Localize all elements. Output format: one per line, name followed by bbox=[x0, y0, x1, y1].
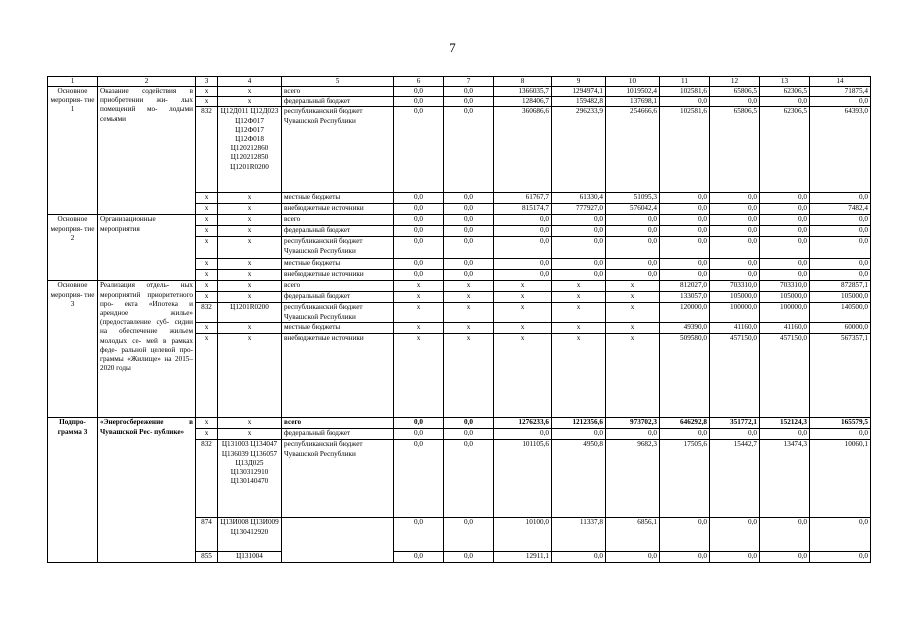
amount-cell: 0,0 bbox=[444, 107, 494, 193]
amount-cell: 0,0 bbox=[394, 204, 444, 215]
amount-cell: 120000,0 bbox=[660, 303, 710, 323]
header-row bbox=[48, 77, 871, 87]
amount-cell: х bbox=[606, 303, 660, 323]
amount-cell: 9682,3 bbox=[606, 440, 660, 518]
amount-cell: 296233,9 bbox=[552, 107, 606, 193]
amount-cell: х bbox=[394, 303, 444, 323]
amount-cell: х bbox=[444, 292, 494, 303]
amount-cell: 0,0 bbox=[810, 259, 871, 270]
amount-cell: 0,0 bbox=[710, 518, 760, 552]
grbs-code-cell: х bbox=[196, 215, 218, 226]
amount-cell: 0,0 bbox=[810, 215, 871, 226]
event-description-cell: «Энергосбережение в Чувашской Рес- публике» bbox=[98, 418, 196, 563]
amount-cell: 567357,1 bbox=[810, 334, 871, 418]
table-row bbox=[48, 215, 871, 226]
header-cell: 8 bbox=[494, 77, 552, 87]
grbs-code-cell: х bbox=[196, 292, 218, 303]
amount-cell: 0,0 bbox=[760, 226, 810, 237]
amount-cell: 105000,0 bbox=[710, 292, 760, 303]
amount-cell: 0,0 bbox=[394, 552, 444, 563]
amount-cell: 133057,0 bbox=[660, 292, 710, 303]
amount-cell: 105000,0 bbox=[810, 292, 871, 303]
amount-cell: 62306,5 bbox=[760, 87, 810, 97]
funding-source-cell: федеральный бюджет bbox=[282, 226, 394, 237]
amount-cell: 61330,4 bbox=[552, 193, 606, 204]
amount-cell: 140500,0 bbox=[810, 303, 871, 323]
amount-cell: 0,0 bbox=[810, 552, 871, 563]
page-number: 7 bbox=[449, 40, 456, 55]
amount-cell: 0,0 bbox=[494, 259, 552, 270]
target-article-cell: х bbox=[218, 193, 282, 204]
amount-cell: 254666,6 bbox=[606, 107, 660, 193]
amount-cell: 0,0 bbox=[444, 440, 494, 518]
amount-cell: 41160,0 bbox=[760, 323, 810, 334]
amount-cell: х bbox=[552, 303, 606, 323]
amount-cell: 703310,0 bbox=[710, 281, 760, 292]
amount-cell: х bbox=[606, 323, 660, 334]
amount-cell: х bbox=[552, 292, 606, 303]
amount-cell: 0,0 bbox=[444, 204, 494, 215]
funding-source-cell: внебюджетные источники bbox=[282, 334, 394, 418]
target-article-cell: х bbox=[218, 334, 282, 418]
header-cell: 7 bbox=[444, 77, 494, 87]
amount-cell: 457150,0 bbox=[710, 334, 760, 418]
amount-cell: 12911,1 bbox=[494, 552, 552, 563]
grbs-code-cell: х bbox=[196, 323, 218, 334]
amount-cell: 0,0 bbox=[810, 270, 871, 281]
amount-cell: 1276233,6 bbox=[494, 418, 552, 429]
amount-cell: 457150,0 bbox=[760, 334, 810, 418]
header-cell: 2 bbox=[98, 77, 196, 87]
grbs-code-cell: х bbox=[196, 281, 218, 292]
amount-cell: 128406,7 bbox=[494, 97, 552, 107]
event-description-cell: Организационные мероприятия bbox=[98, 215, 196, 281]
amount-cell: 102581,6 bbox=[660, 107, 710, 193]
amount-cell: 0,0 bbox=[606, 259, 660, 270]
amount-cell: 0,0 bbox=[710, 215, 760, 226]
event-description-cell: Реализация отдель- ных мероприятий приоритетного про- екта «Ипотека и арендное жилье» (предоставление суб- сидии на обеспечение жильем молодых се- мей в рамках феде- ральной целевой про- граммы «Жилище» на 2015–2020 годы bbox=[98, 281, 196, 418]
amount-cell: 137698,1 bbox=[606, 97, 660, 107]
amount-cell: 509580,0 bbox=[660, 334, 710, 418]
grbs-code-cell: х bbox=[196, 334, 218, 418]
amount-cell: х bbox=[606, 292, 660, 303]
target-article-cell: х bbox=[218, 87, 282, 97]
amount-cell: 0,0 bbox=[710, 270, 760, 281]
amount-cell: 0,0 bbox=[710, 193, 760, 204]
amount-cell: 11337,8 bbox=[552, 518, 606, 552]
funding-source-cell: федеральный бюджет bbox=[282, 292, 394, 303]
amount-cell: х bbox=[394, 323, 444, 334]
amount-cell: х bbox=[552, 323, 606, 334]
amount-cell: 0,0 bbox=[660, 237, 710, 259]
amount-cell: 0,0 bbox=[710, 552, 760, 563]
header-cell: 1 bbox=[48, 77, 98, 87]
amount-cell: х bbox=[444, 281, 494, 292]
target-article-cell: х bbox=[218, 323, 282, 334]
amount-cell: 0,0 bbox=[444, 552, 494, 563]
amount-cell: 0,0 bbox=[606, 237, 660, 259]
amount-cell: 0,0 bbox=[552, 429, 606, 440]
amount-cell: х bbox=[494, 292, 552, 303]
amount-cell: 0,0 bbox=[394, 270, 444, 281]
amount-cell: 0,0 bbox=[810, 226, 871, 237]
amount-cell: 0,0 bbox=[494, 429, 552, 440]
amount-cell: 0,0 bbox=[710, 237, 760, 259]
amount-cell: 1019502,4 bbox=[606, 87, 660, 97]
amount-cell: 0,0 bbox=[444, 418, 494, 429]
header-cell: 13 bbox=[760, 77, 810, 87]
target-article-cell: х bbox=[218, 292, 282, 303]
amount-cell: 15442,7 bbox=[710, 440, 760, 518]
amount-cell: 0,0 bbox=[760, 429, 810, 440]
amount-cell: 0,0 bbox=[606, 552, 660, 563]
target-article-cell: Ц13И008 Ц13И009 Ц130412920 bbox=[218, 518, 282, 552]
header-cell: 11 bbox=[660, 77, 710, 87]
amount-cell: х bbox=[494, 303, 552, 323]
event-name-cell: Подпро- грамма 3 bbox=[48, 418, 98, 563]
amount-cell: 703310,0 bbox=[760, 281, 810, 292]
target-article-cell: х bbox=[218, 97, 282, 107]
amount-cell: 576042,4 bbox=[606, 204, 660, 215]
amount-cell: 1212356,6 bbox=[552, 418, 606, 429]
target-article-cell: Ц1201R0200 bbox=[218, 303, 282, 323]
budget-table bbox=[47, 76, 871, 563]
amount-cell: 100000,0 bbox=[710, 303, 760, 323]
amount-cell: 0,0 bbox=[444, 259, 494, 270]
amount-cell: 0,0 bbox=[394, 429, 444, 440]
grbs-code-cell: х bbox=[196, 97, 218, 107]
amount-cell: 0,0 bbox=[760, 204, 810, 215]
amount-cell: 812027,0 bbox=[660, 281, 710, 292]
amount-cell: х bbox=[494, 334, 552, 418]
amount-cell: 0,0 bbox=[660, 226, 710, 237]
grbs-code-cell: х bbox=[196, 87, 218, 97]
grbs-code-cell: х bbox=[196, 429, 218, 440]
amount-cell: х bbox=[394, 281, 444, 292]
grbs-code-cell: 832 bbox=[196, 440, 218, 518]
funding-source-cell: местные бюджеты bbox=[282, 323, 394, 334]
amount-cell: 0,0 bbox=[810, 97, 871, 107]
amount-cell: х bbox=[394, 292, 444, 303]
funding-source-cell: федеральный бюджет bbox=[282, 97, 394, 107]
header-cell: 14 bbox=[810, 77, 871, 87]
amount-cell: 0,0 bbox=[660, 429, 710, 440]
amount-cell: 0,0 bbox=[760, 237, 810, 259]
funding-source-cell bbox=[282, 518, 394, 552]
grbs-code-cell: 855 bbox=[196, 552, 218, 563]
amount-cell: 0,0 bbox=[660, 215, 710, 226]
amount-cell: 0,0 bbox=[444, 518, 494, 552]
amount-cell: 872857,1 bbox=[810, 281, 871, 292]
amount-cell: 0,0 bbox=[444, 193, 494, 204]
header-cell: 9 bbox=[552, 77, 606, 87]
amount-cell: 815174,7 bbox=[494, 204, 552, 215]
funding-source-cell: республиканский бюджет Чувашской Республики bbox=[282, 440, 394, 518]
target-article-cell: Ц12Д011 Ц12Д023 Ц12Ф017 Ц12Ф017 Ц12Ф018 Ц120212860 Ц120212850 Ц1201R0200 bbox=[218, 107, 282, 193]
amount-cell: 0,0 bbox=[710, 97, 760, 107]
amount-cell: 0,0 bbox=[394, 87, 444, 97]
amount-cell: 0,0 bbox=[552, 552, 606, 563]
amount-cell: 0,0 bbox=[660, 259, 710, 270]
amount-cell: х bbox=[552, 334, 606, 418]
amount-cell: 0,0 bbox=[760, 215, 810, 226]
amount-cell: 0,0 bbox=[660, 204, 710, 215]
amount-cell: 1366035,7 bbox=[494, 87, 552, 97]
event-name-cell: Основное мероприя- тие 1 bbox=[48, 87, 98, 215]
funding-source-cell: всего bbox=[282, 281, 394, 292]
amount-cell: 0,0 bbox=[606, 429, 660, 440]
amount-cell: 0,0 bbox=[606, 215, 660, 226]
amount-cell: 17505,6 bbox=[660, 440, 710, 518]
amount-cell: 0,0 bbox=[394, 518, 444, 552]
funding-source-cell: всего bbox=[282, 215, 394, 226]
target-article-cell: х bbox=[218, 429, 282, 440]
amount-cell: х bbox=[444, 323, 494, 334]
amount-cell: 0,0 bbox=[494, 215, 552, 226]
amount-cell: 0,0 bbox=[710, 259, 760, 270]
amount-cell: 159482,8 bbox=[552, 97, 606, 107]
amount-cell: 0,0 bbox=[606, 226, 660, 237]
amount-cell: 13474,3 bbox=[760, 440, 810, 518]
funding-source-cell: всего bbox=[282, 87, 394, 97]
amount-cell: 7482,4 bbox=[810, 204, 871, 215]
amount-cell: 0,0 bbox=[494, 237, 552, 259]
header-cell: 5 bbox=[282, 77, 394, 87]
target-article-cell: х bbox=[218, 237, 282, 259]
amount-cell: 10100,0 bbox=[494, 518, 552, 552]
amount-cell: 64393,0 bbox=[810, 107, 871, 193]
funding-source-cell: республиканский бюджет Чувашской Республики bbox=[282, 107, 394, 193]
amount-cell: 71875,4 bbox=[810, 87, 871, 97]
amount-cell: 0,0 bbox=[394, 193, 444, 204]
grbs-code-cell: х bbox=[196, 418, 218, 429]
target-article-cell: х bbox=[218, 226, 282, 237]
grbs-code-cell: х bbox=[196, 226, 218, 237]
amount-cell: х bbox=[494, 281, 552, 292]
amount-cell: 6856,1 bbox=[606, 518, 660, 552]
amount-cell: 0,0 bbox=[394, 97, 444, 107]
amount-cell: 0,0 bbox=[660, 97, 710, 107]
amount-cell: 646292,8 bbox=[660, 418, 710, 429]
target-article-cell: Ц131003 Ц134047 Ц136039 Ц136057 Ц13Д025 Ц130312910 Ц130140470 bbox=[218, 440, 282, 518]
grbs-code-cell: х bbox=[196, 237, 218, 259]
funding-source-cell: внебюджетные источники bbox=[282, 204, 394, 215]
amount-cell: 61767,7 bbox=[494, 193, 552, 204]
amount-cell: 0,0 bbox=[660, 193, 710, 204]
amount-cell: 62306,5 bbox=[760, 107, 810, 193]
table-row bbox=[48, 87, 871, 97]
funding-source-cell: местные бюджеты bbox=[282, 193, 394, 204]
amount-cell: 0,0 bbox=[394, 215, 444, 226]
amount-cell: 0,0 bbox=[552, 259, 606, 270]
grbs-code-cell: х bbox=[196, 270, 218, 281]
funding-source-cell: республиканский бюджет Чувашской Республики bbox=[282, 237, 394, 259]
funding-source-cell: внебюджетные источники bbox=[282, 270, 394, 281]
amount-cell: 152124,3 bbox=[760, 418, 810, 429]
amount-cell: 0,0 bbox=[444, 270, 494, 281]
amount-cell: 10060,1 bbox=[810, 440, 871, 518]
amount-cell: 0,0 bbox=[660, 518, 710, 552]
grbs-code-cell: 832 bbox=[196, 107, 218, 193]
amount-cell: 0,0 bbox=[660, 270, 710, 281]
target-article-cell: х bbox=[218, 204, 282, 215]
funding-source-cell: местные бюджеты bbox=[282, 259, 394, 270]
amount-cell: 0,0 bbox=[552, 237, 606, 259]
event-description-cell: Оказание содействия в приобретении жи- лых помещений мо- лодыми семьями bbox=[98, 87, 196, 215]
amount-cell: 360686,6 bbox=[494, 107, 552, 193]
target-article-cell: х bbox=[218, 259, 282, 270]
amount-cell: х bbox=[606, 334, 660, 418]
funding-source-cell: республиканский бюджет Чувашской Республики bbox=[282, 303, 394, 323]
amount-cell: 0,0 bbox=[660, 552, 710, 563]
amount-cell: 351772,1 bbox=[710, 418, 760, 429]
amount-cell: 100000,0 bbox=[760, 303, 810, 323]
amount-cell: 0,0 bbox=[394, 440, 444, 518]
amount-cell: 0,0 bbox=[552, 270, 606, 281]
funding-source-cell: всего bbox=[282, 418, 394, 429]
amount-cell: х bbox=[552, 281, 606, 292]
amount-cell: 0,0 bbox=[444, 237, 494, 259]
amount-cell: 0,0 bbox=[810, 429, 871, 440]
amount-cell: 0,0 bbox=[394, 237, 444, 259]
amount-cell: 165579,5 bbox=[810, 418, 871, 429]
amount-cell: 0,0 bbox=[552, 215, 606, 226]
amount-cell: 0,0 bbox=[810, 518, 871, 552]
grbs-code-cell: х bbox=[196, 193, 218, 204]
amount-cell: 0,0 bbox=[444, 429, 494, 440]
amount-cell: х bbox=[444, 303, 494, 323]
target-article-cell: х bbox=[218, 270, 282, 281]
amount-cell: 0,0 bbox=[606, 270, 660, 281]
grbs-code-cell: х bbox=[196, 204, 218, 215]
amount-cell: 0,0 bbox=[444, 215, 494, 226]
target-article-cell: Ц131004 bbox=[218, 552, 282, 563]
amount-cell: 65806,5 bbox=[710, 107, 760, 193]
amount-cell: 105000,0 bbox=[760, 292, 810, 303]
event-name-cell: Основное мероприя- тие 3 bbox=[48, 281, 98, 418]
amount-cell: 0,0 bbox=[494, 226, 552, 237]
header-cell: 10 bbox=[606, 77, 660, 87]
amount-cell: 0,0 bbox=[710, 226, 760, 237]
amount-cell: 0,0 bbox=[760, 270, 810, 281]
amount-cell: 0,0 bbox=[760, 552, 810, 563]
table-row bbox=[48, 418, 871, 429]
amount-cell: 0,0 bbox=[444, 87, 494, 97]
amount-cell: 49390,0 bbox=[660, 323, 710, 334]
amount-cell: 0,0 bbox=[760, 193, 810, 204]
amount-cell: 0,0 bbox=[552, 226, 606, 237]
amount-cell: х bbox=[606, 281, 660, 292]
funding-source-cell: федеральный бюджет bbox=[282, 429, 394, 440]
amount-cell: 1294974,1 bbox=[552, 87, 606, 97]
grbs-code-cell: 832 bbox=[196, 303, 218, 323]
amount-cell: 973702,3 bbox=[606, 418, 660, 429]
amount-cell: 0,0 bbox=[444, 226, 494, 237]
amount-cell: 0,0 bbox=[710, 204, 760, 215]
amount-cell: 102581,6 bbox=[660, 87, 710, 97]
amount-cell: 4950,8 bbox=[552, 440, 606, 518]
target-article-cell: х bbox=[218, 281, 282, 292]
target-article-cell: х bbox=[218, 215, 282, 226]
grbs-code-cell: 874 bbox=[196, 518, 218, 552]
amount-cell: х bbox=[394, 334, 444, 418]
amount-cell: 65806,5 bbox=[710, 87, 760, 97]
amount-cell: х bbox=[494, 323, 552, 334]
amount-cell: 0,0 bbox=[760, 259, 810, 270]
header-cell: 4 bbox=[218, 77, 282, 87]
amount-cell: 0,0 bbox=[394, 226, 444, 237]
funding-source-cell bbox=[282, 552, 394, 563]
amount-cell: 777927,0 bbox=[552, 204, 606, 215]
amount-cell: 41160,0 bbox=[710, 323, 760, 334]
amount-cell: 0,0 bbox=[760, 97, 810, 107]
amount-cell: 0,0 bbox=[494, 270, 552, 281]
amount-cell: 0,0 bbox=[810, 193, 871, 204]
amount-cell: 0,0 bbox=[810, 237, 871, 259]
amount-cell: 51095,3 bbox=[606, 193, 660, 204]
amount-cell: 0,0 bbox=[444, 97, 494, 107]
amount-cell: 60000,0 bbox=[810, 323, 871, 334]
header-cell: 3 bbox=[196, 77, 218, 87]
amount-cell: х bbox=[444, 334, 494, 418]
amount-cell: 0,0 bbox=[394, 259, 444, 270]
target-article-cell: х bbox=[218, 418, 282, 429]
amount-cell: 0,0 bbox=[710, 429, 760, 440]
table-row bbox=[48, 281, 871, 292]
amount-cell: 0,0 bbox=[394, 418, 444, 429]
event-name-cell: Основное мероприя- тие 2 bbox=[48, 215, 98, 281]
header-cell: 12 bbox=[710, 77, 760, 87]
grbs-code-cell: х bbox=[196, 259, 218, 270]
amount-cell: 101105,6 bbox=[494, 440, 552, 518]
header-cell: 6 bbox=[394, 77, 444, 87]
amount-cell: 0,0 bbox=[394, 107, 444, 193]
amount-cell: 0,0 bbox=[760, 518, 810, 552]
